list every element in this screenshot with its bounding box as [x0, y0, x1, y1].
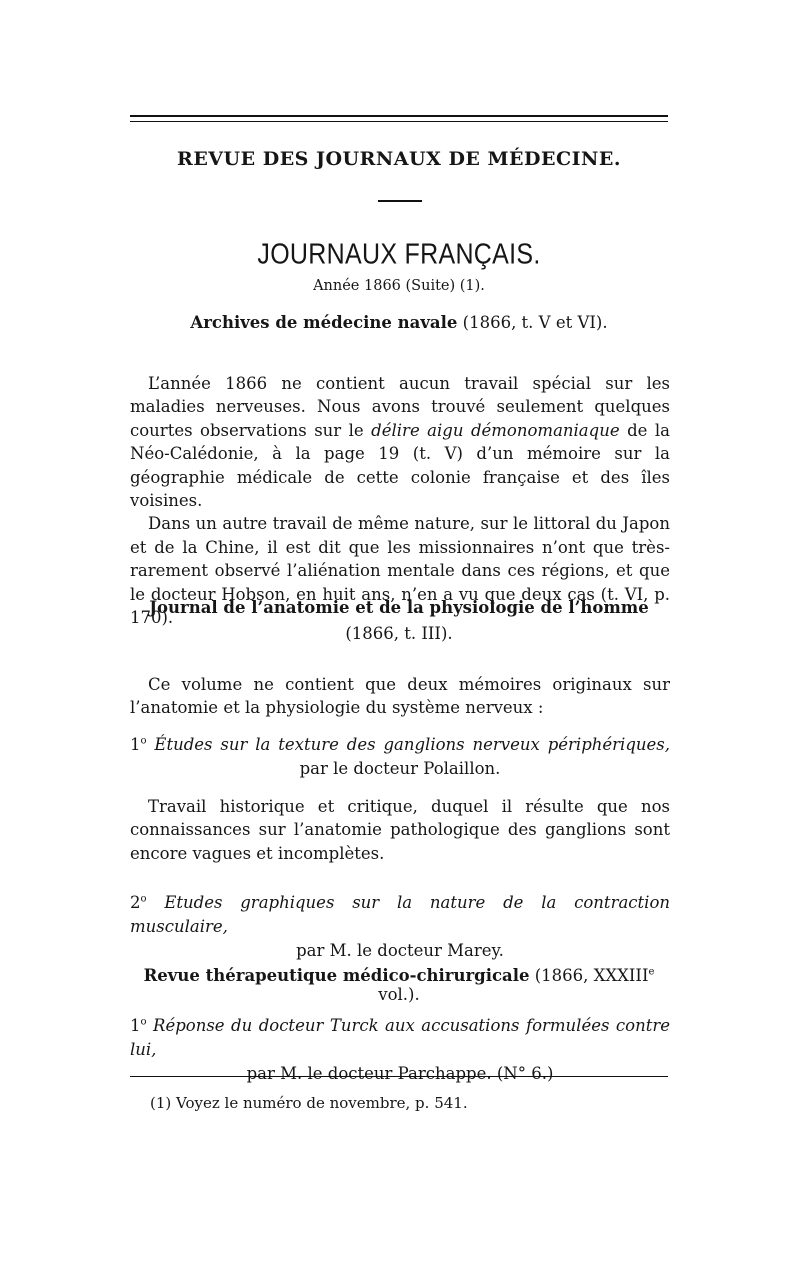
item-author: par M. le docteur Marey.	[296, 941, 504, 960]
paragraph: Dans un autre travail de même nature, sur le littoral du Japon et de la Chine, il est dit que les missionnaires n’ont que très-rarement observé l’aliénation mentale dans ces régions, et que le docteur Hobson, en huit ans, n’en a vu que deux cas (t. VI, p. 170).	[130, 514, 670, 628]
anatomie-intro	[130, 673, 670, 720]
item-author: par M. le docteur Parchappe. (N° 6.)	[246, 1064, 554, 1083]
footnote: (1) Voyez le numéro de novembre, p. 541.	[150, 1094, 468, 1112]
journal-name: Journal de l’anatomie et de la physiologie de l’homme	[149, 598, 649, 617]
item-number: 2	[130, 893, 141, 912]
journal-reference-anatomie: (1866, t. III).	[345, 624, 453, 643]
archives-text	[130, 372, 670, 629]
paragraph: Ce volume ne contient que deux mémoires originaux sur l’anatomie et la physiologie du système nerveux :	[130, 675, 670, 718]
anatomie-comment	[130, 795, 670, 865]
journal-name: Revue thérapeutique médico-chirurgicale	[143, 966, 530, 985]
item-number: 1	[130, 735, 141, 754]
text-run: L’année 1866 ne contient aucun travail spécial sur les maladies nerveuses. Nous avons trouvé seulement quelques courtes observations sur le	[130, 374, 670, 440]
text-run: de la Néo-Calédonie, à la page 19 (t. V) d’un mémoire sur la géographie médicale de cette colonie française et des îles voisines.	[130, 420, 670, 511]
section-title: JOURNAUX FRANÇAIS.	[257, 238, 541, 271]
running-title: REVUE DES JOURNAUX DE MÉDECINE.	[177, 148, 621, 170]
journal-reference-end: vol.).	[378, 985, 420, 1004]
item-title: Etudes graphiques sur la nature de la contraction musculaire,	[130, 893, 671, 936]
paragraph	[130, 372, 670, 512]
top-rule-thin	[130, 121, 668, 122]
ordinal-sup: o	[140, 735, 147, 747]
section-divider	[378, 200, 422, 202]
top-rule	[130, 115, 668, 117]
journal-name: Archives de médecine navale	[190, 313, 458, 332]
ordinal-sup: e	[648, 966, 655, 978]
journal-reference: (1866, XXXIII	[529, 966, 649, 985]
item-number: 1	[130, 1016, 141, 1035]
list-item	[130, 733, 670, 781]
italic-term: délire aigu démonomaniaque	[371, 420, 620, 440]
footnote-rule	[130, 1076, 668, 1077]
journal-heading-anatomie	[130, 598, 668, 617]
journal-heading-revue	[130, 966, 668, 1004]
section-subtitle: Année 1866 (Suite) (1).	[313, 278, 485, 294]
journal-reference: (1866, t. V et VI).	[457, 313, 608, 332]
ordinal-sup: o	[140, 1016, 147, 1028]
journal-heading-archives	[130, 313, 668, 332]
item-title: Réponse du docteur Turck aux accusations formulées contre lui,	[130, 1016, 670, 1059]
item-title: Études sur la texture des ganglions nerveux périphériques,	[154, 735, 670, 754]
paragraph: Travail historique et critique, duquel il résulte que nos connaissances sur l’anatomie pathologique des ganglions sont encore vagues et incomplètes.	[130, 797, 670, 863]
list-item	[130, 891, 670, 963]
ordinal-sup: o	[140, 893, 147, 905]
item-author: par le docteur Polaillon.	[299, 759, 501, 778]
